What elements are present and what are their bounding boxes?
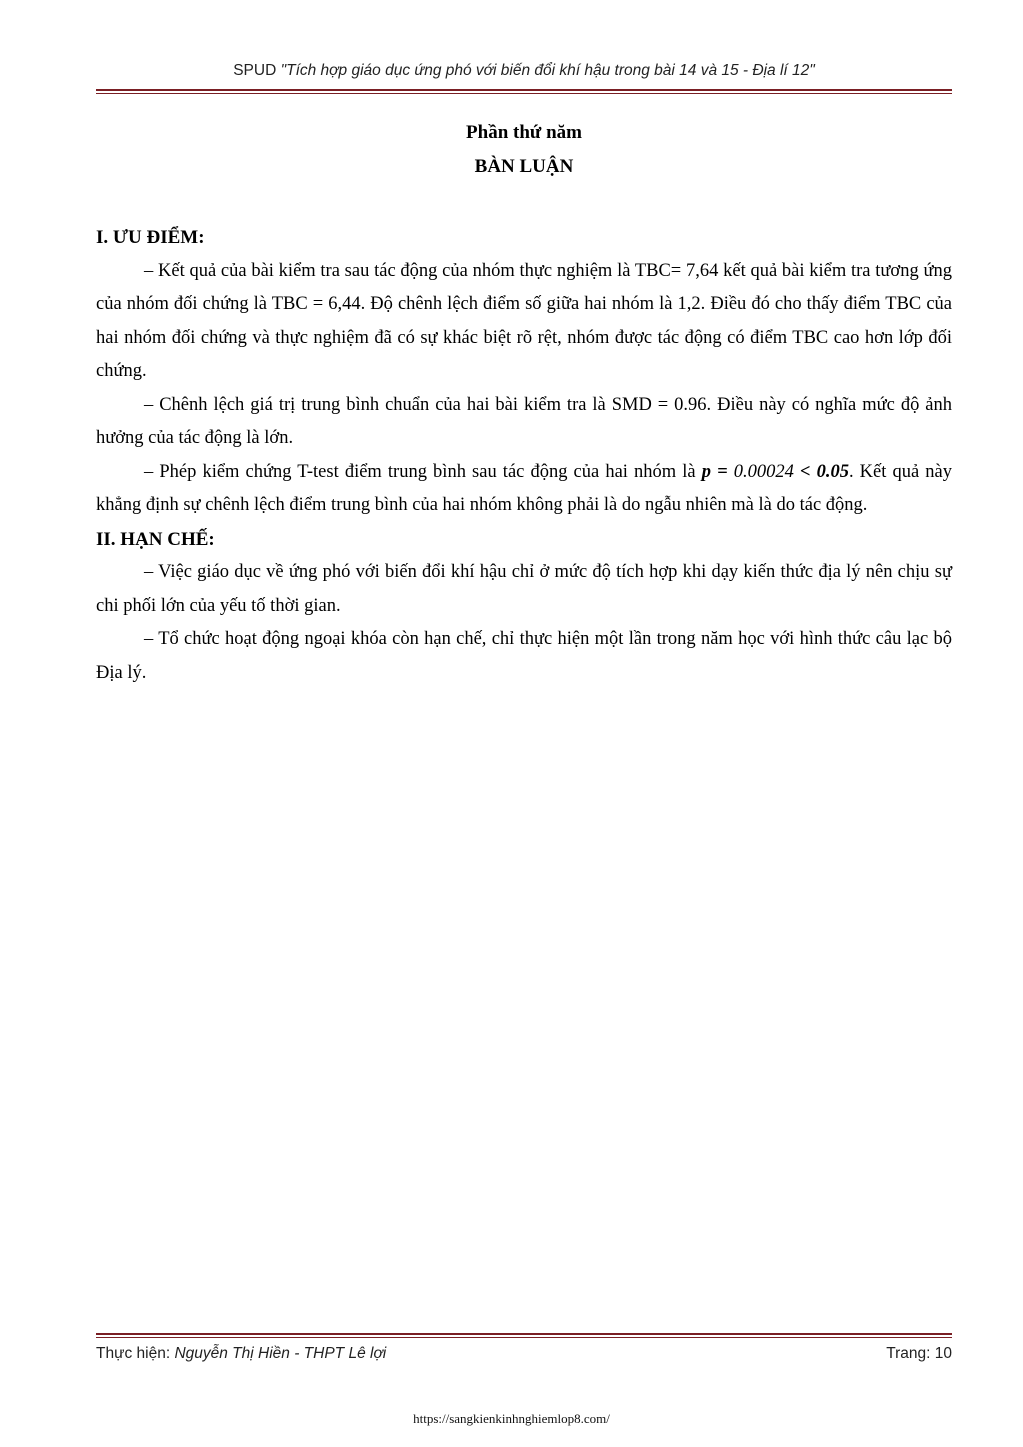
page-header: [96, 62, 952, 80]
footer-label: Thực hiện:: [96, 1345, 175, 1362]
advantages-heading: I. ƯU ĐIỂM:: [96, 227, 205, 248]
header-rule: [96, 89, 952, 94]
advantages-paragraph-3: [96, 456, 952, 523]
footer-author: Nguyễn Thị Hiền - THPT Lê lợi: [174, 1345, 387, 1362]
limitations-paragraph-2: – Tổ chức hoạt động ngoại khóa còn hạn chế, chỉ thực hiện một lần trong năm học với hình thức câu lạc bộ Địa lý.: [96, 629, 952, 683]
advantages-paragraph-1: – Kết quả của bài kiểm tra sau tác động của nhóm thực nghiệm là TBC= 7,64 kết quả bài kiểm tra tương ứng của nhóm đối chứng là TBC = 6,44. Độ chênh lệch điểm số giữa hai nhóm là 1,2. Điều đó cho thấy điểm TBC của hai nhóm đối chứng và thực nghiệm đã có sự khác biệt rõ rệt, nhóm được tác động có điểm TBC cao hơn lớp đối chứng.: [96, 260, 952, 381]
ttest-text: – Phép kiểm chứng T-test điểm trung bình sau tác động của hai nhóm là: [144, 461, 702, 482]
p-symbol: p =: [701, 461, 728, 482]
document-body: [96, 221, 952, 690]
footer-author-line: [96, 1345, 386, 1363]
significance-threshold: < 0.05: [799, 461, 849, 482]
limitations-heading: II. HẠN CHẾ:: [96, 528, 215, 550]
limitations-paragraph-1: – Việc giáo dục về ứng phó với biến đổi khí hậu chỉ ở mức độ tích hợp khi dạy kiến thức địa lý nên chịu sự chi phối lớn của yếu tố thời gian.: [96, 562, 952, 616]
section-title: BÀN LUẬN: [474, 156, 574, 177]
part-title: Phần thứ năm: [466, 122, 582, 143]
advantages-paragraph-2: – Chênh lệch giá trị trung bình chuẩn của hai bài kiểm tra là SMD = 0.96. Điều này có nghĩa mức độ ảnh hưởng của tác động là lớn.: [96, 394, 952, 448]
ttest-conclusion: . Kết quả này khẳng định sự chênh lệch điểm trung bình của hai nhóm không phải là do ngẫu nhiên mà là do tác động.: [96, 461, 952, 515]
p-value: 0.00024: [727, 461, 800, 482]
source-url[interactable]: https://sangkienkinhnghiemlop8.com/: [413, 1411, 610, 1426]
footer-rule: [96, 1333, 952, 1338]
header-lead: SPUD: [233, 62, 281, 79]
header-title: "Tích hợp giáo dục ứng phó với biến đổi khí hậu trong bài 14 và 15 - Địa lí 12": [280, 62, 815, 79]
page-number: Trang: 10: [886, 1345, 952, 1362]
